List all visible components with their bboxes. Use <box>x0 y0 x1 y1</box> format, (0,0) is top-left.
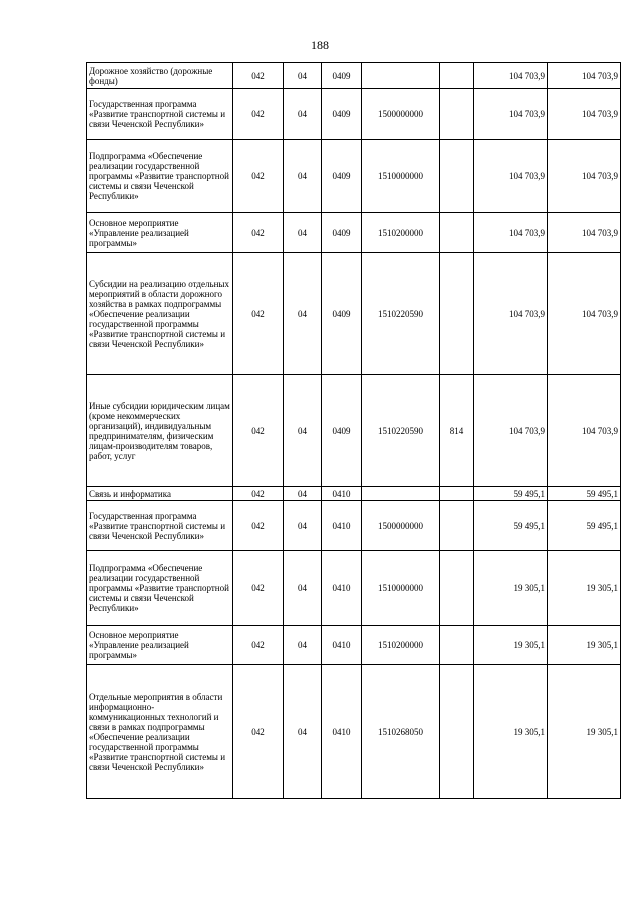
cell-section: 04 <box>284 140 322 213</box>
page-number: 188 <box>311 38 329 52</box>
cell-subsection: 0410 <box>322 626 362 665</box>
cell-ministry: 042 <box>233 63 284 89</box>
table-row <box>87 501 621 551</box>
cell-amount-2: 104 703,9 <box>548 140 621 213</box>
cell-target: 1510200000 <box>362 626 440 665</box>
cell-expense: 814 <box>440 375 474 487</box>
cell-subsection: 0410 <box>322 551 362 626</box>
cell-amount-2: 104 703,9 <box>548 253 621 375</box>
cell-amount-2: 19 305,1 <box>548 551 621 626</box>
cell-expense <box>440 501 474 551</box>
cell-subsection: 0409 <box>322 253 362 375</box>
cell-amount-2: 104 703,9 <box>548 89 621 140</box>
cell-target: 1510220590 <box>362 253 440 375</box>
budget-table <box>86 62 621 799</box>
cell-section: 04 <box>284 89 322 140</box>
cell-target: 1510000000 <box>362 551 440 626</box>
cell-amount-2: 104 703,9 <box>548 375 621 487</box>
cell-section: 04 <box>284 551 322 626</box>
cell-amount-1: 59 495,1 <box>474 487 548 501</box>
cell-amount-1: 19 305,1 <box>474 551 548 626</box>
cell-target: 1510200000 <box>362 213 440 253</box>
table-row <box>87 487 621 501</box>
cell-amount-1: 59 495,1 <box>474 501 548 551</box>
cell-target: 1510220590 <box>362 375 440 487</box>
cell-name: Основное мероприятие «Управление реализацией программы» <box>87 626 233 665</box>
cell-target <box>362 487 440 501</box>
cell-amount-2: 19 305,1 <box>548 665 621 799</box>
table-row <box>87 89 621 140</box>
cell-expense <box>440 253 474 375</box>
cell-section: 04 <box>284 63 322 89</box>
cell-target <box>362 63 440 89</box>
cell-ministry: 042 <box>233 501 284 551</box>
cell-ministry: 042 <box>233 487 284 501</box>
cell-subsection: 0409 <box>322 213 362 253</box>
cell-name: Связь и информатика <box>87 487 233 501</box>
cell-target: 1500000000 <box>362 89 440 140</box>
cell-expense <box>440 89 474 140</box>
cell-amount-2: 59 495,1 <box>548 501 621 551</box>
cell-target: 1500000000 <box>362 501 440 551</box>
cell-section: 04 <box>284 501 322 551</box>
cell-subsection: 0409 <box>322 375 362 487</box>
cell-amount-2: 19 305,1 <box>548 626 621 665</box>
cell-name: Субсидии на реализацию отдельных мероприятий в области дорожного хозяйства в рамках подпрограммы «Обеспечение реализации государственной программы «Развитие транспортной системы и связи Чеченской Республики» <box>87 253 233 375</box>
cell-name: Отдельные мероприятия в области информационно-коммуникационных технологий и связи в рамках подпрограммы «Обеспечение реализации государственной программы «Развитие транспортной системы и связи Чеченской Республики» <box>87 665 233 799</box>
table-row <box>87 551 621 626</box>
cell-subsection: 0409 <box>322 140 362 213</box>
cell-expense <box>440 626 474 665</box>
cell-subsection: 0410 <box>322 501 362 551</box>
cell-subsection: 0410 <box>322 665 362 799</box>
cell-ministry: 042 <box>233 89 284 140</box>
table-row <box>87 626 621 665</box>
cell-ministry: 042 <box>233 626 284 665</box>
cell-section: 04 <box>284 253 322 375</box>
cell-amount-1: 19 305,1 <box>474 665 548 799</box>
cell-expense <box>440 487 474 501</box>
cell-section: 04 <box>284 213 322 253</box>
cell-subsection: 0410 <box>322 487 362 501</box>
cell-amount-1: 104 703,9 <box>474 140 548 213</box>
cell-section: 04 <box>284 665 322 799</box>
table-row <box>87 213 621 253</box>
cell-name: Дорожное хозяйство (дорожные фонды) <box>87 63 233 89</box>
cell-subsection: 0409 <box>322 63 362 89</box>
cell-target: 1510268050 <box>362 665 440 799</box>
cell-ministry: 042 <box>233 253 284 375</box>
table-row <box>87 140 621 213</box>
cell-section: 04 <box>284 375 322 487</box>
cell-ministry: 042 <box>233 665 284 799</box>
cell-amount-2: 104 703,9 <box>548 213 621 253</box>
cell-expense <box>440 551 474 626</box>
cell-section: 04 <box>284 626 322 665</box>
cell-ministry: 042 <box>233 140 284 213</box>
cell-amount-2: 104 703,9 <box>548 63 621 89</box>
cell-amount-2: 59 495,1 <box>548 487 621 501</box>
table-row <box>87 375 621 487</box>
cell-amount-1: 104 703,9 <box>474 213 548 253</box>
cell-expense <box>440 140 474 213</box>
cell-expense <box>440 63 474 89</box>
cell-name: Подпрограмма «Обеспечение реализации государственной программы «Развитие транспортной системы и связи Чеченской Республики» <box>87 140 233 213</box>
cell-amount-1: 19 305,1 <box>474 626 548 665</box>
table-row <box>87 253 621 375</box>
cell-name: Государственная программа «Развитие транспортной системы и связи Чеченской Республики» <box>87 89 233 140</box>
table-row <box>87 63 621 89</box>
cell-name: Иные субсидии юридическим лицам (кроме некоммерческих организаций), индивидуальным предпринимателям, физическим лицам-производителям товаров, работ, услуг <box>87 375 233 487</box>
cell-ministry: 042 <box>233 213 284 253</box>
cell-amount-1: 104 703,9 <box>474 253 548 375</box>
cell-amount-1: 104 703,9 <box>474 89 548 140</box>
cell-name: Государственная программа «Развитие транспортной системы и связи Чеченской Республики» <box>87 501 233 551</box>
cell-expense <box>440 665 474 799</box>
cell-name: Основное мероприятие «Управление реализацией программы» <box>87 213 233 253</box>
cell-amount-1: 104 703,9 <box>474 375 548 487</box>
cell-section: 04 <box>284 487 322 501</box>
cell-target: 1510000000 <box>362 140 440 213</box>
cell-amount-1: 104 703,9 <box>474 63 548 89</box>
cell-subsection: 0409 <box>322 89 362 140</box>
cell-ministry: 042 <box>233 375 284 487</box>
cell-name: Подпрограмма «Обеспечение реализации государственной программы «Развитие транспортной системы и связи Чеченской Республики» <box>87 551 233 626</box>
table-body <box>87 63 621 799</box>
cell-ministry: 042 <box>233 551 284 626</box>
table-row <box>87 665 621 799</box>
cell-expense <box>440 213 474 253</box>
